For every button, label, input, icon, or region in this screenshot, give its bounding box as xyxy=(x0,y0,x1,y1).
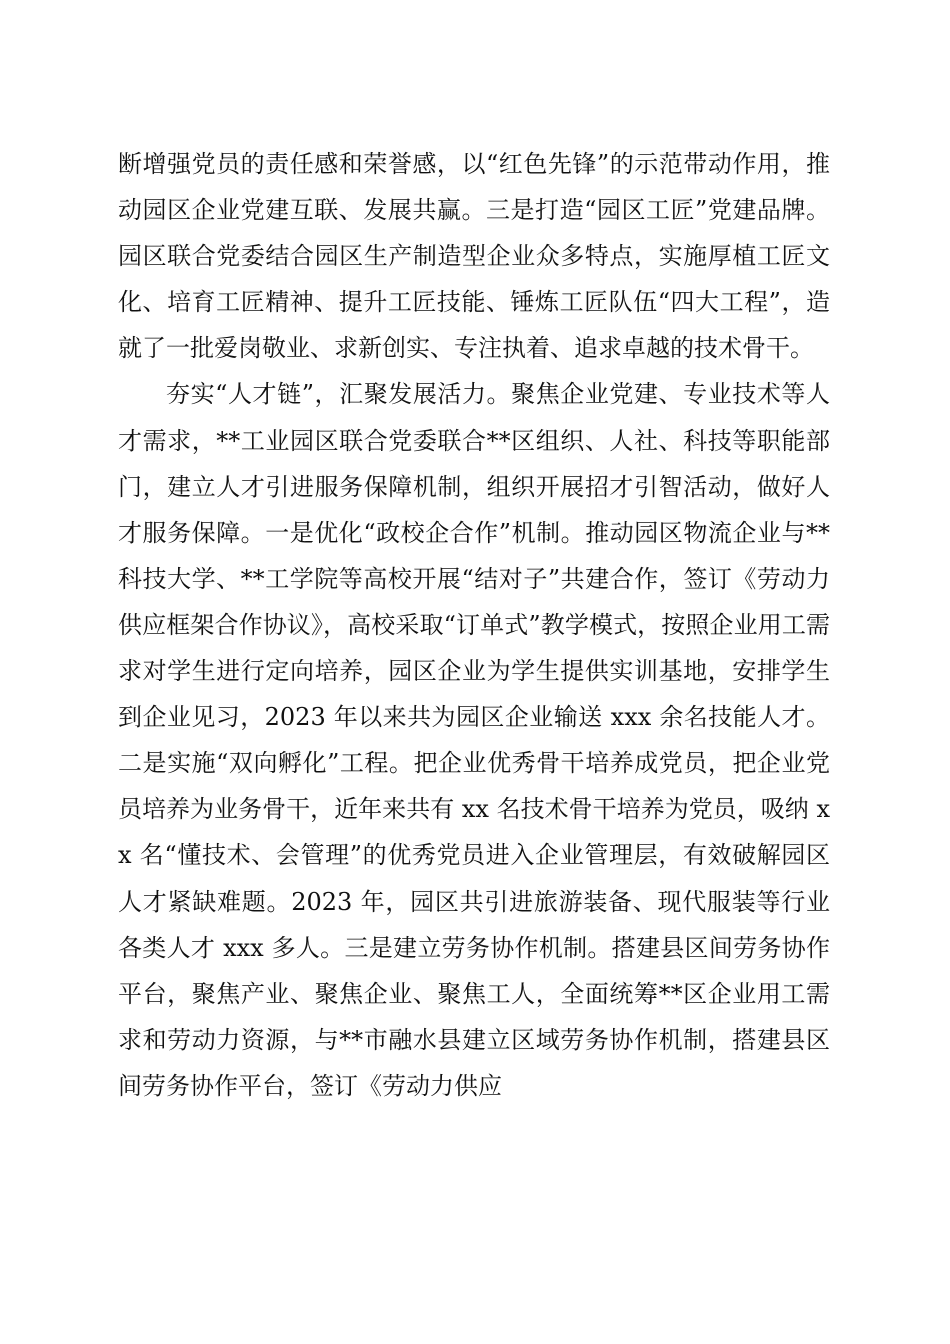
paragraph-talent-chain: 夯实“人才链”，汇聚发展活力。聚焦企业党建、专业技术等人才需求，**工业园区联合党委联合**区组织、人社、科技等职能部门，建立人才引进服务保障机制，组织开展招才引智活动，做好人才服务保障。一是优化“政校企合作”机制。推动园区物流企业与**科技大学、**工学院等高校开展“结对子”共建合作，签订《劳动力供应框架合作协议》，高校采取“订单式”教学模式，按照企业用工需求对学生进行定向培养，园区企业为学生提供实训基地，安排学生到企业见习，2023 年以来共为园区企业输送 xxx 余名技能人才。二是实施“双向孵化”工程。把企业优秀骨干培养成党员，把企业党员培养为业务骨干，近年来共有 xx 名技术骨干培养为党员，吸纳 xx 名“懂技术、会管理”的优秀党员进入企业管理层，有效破解园区人才紧缺难题。2023 年，园区共引进旅游装备、现代服装等行业各类人才 xxx 多人。三是建立劳务协作机制。搭建县区间劳务协作平台，聚焦产业、聚焦企业、聚焦工人，全面统筹**区企业用工需求和劳动力资源，与**市融水县建立区域劳务协作机制，搭建县区间劳务协作平台，签订《劳动力供应 xyxy=(118,380,830,1100)
paragraph-continued: 断增强党员的责任感和荣誉感，以“红色先锋”的示范带动作用，推动园区企业党建互联、发展共赢。三是打造“园区工匠”党建品牌。园区联合党委结合园区生产制造型企业众多特点，实施厚植工匠文化、培育工匠精神、提升工匠技能、锤炼工匠队伍“四大工程”，造就了一批爱岗敬业、求新创实、专注执着、追求卓越的技术骨干。 xyxy=(118,150,830,363)
document-body xyxy=(118,141,830,1109)
